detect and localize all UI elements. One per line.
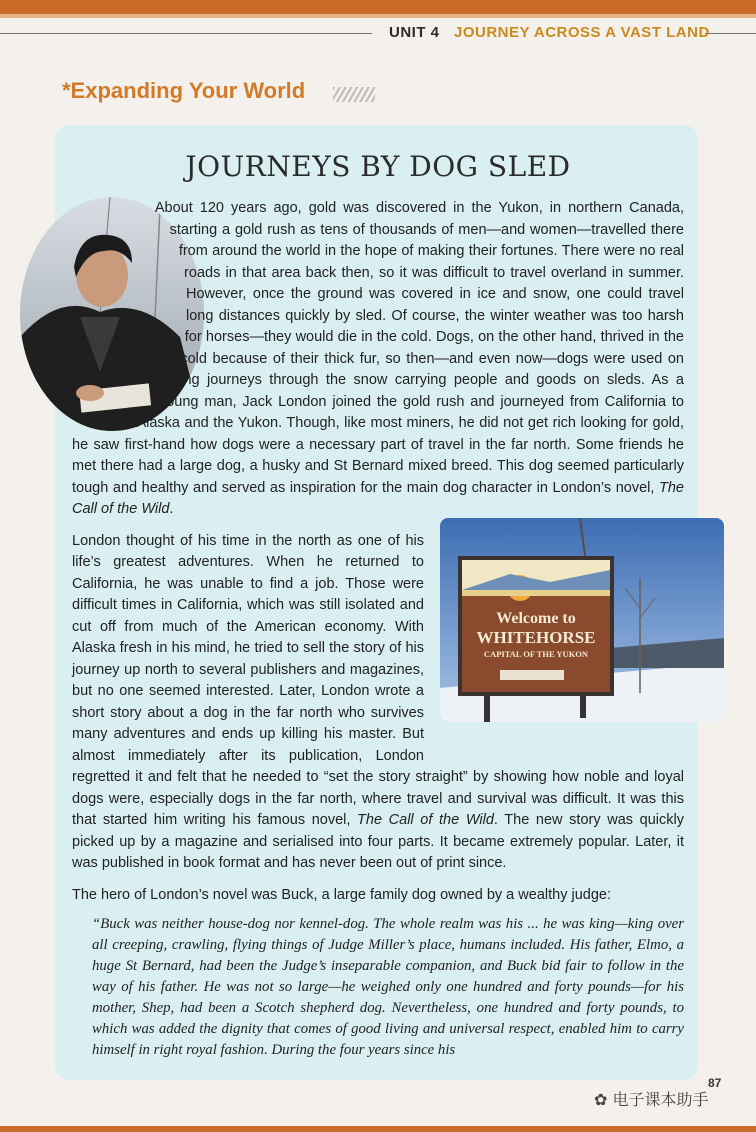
header-rule-right [705, 33, 756, 34]
novel-quote: “Buck was neither house-dog nor kennel-dog. The whole realm was his ... he was king—king over all creeping, crawling, flying things of Judge Miller’s place, humans included. His father, Elmo, a huge St Bernard, had been the Judge’s inseparable companion, and Buck bid fair to follow in the way of his father. He was not so large—he weighed only one hundred and forty pounds—for his mother, Shep, had been a Scotch shepherd dog. Nevertheless, one hundred and forty pounds, to which was added the dignity that comes of good living and universal respect, enabled him to carry himself in right royal fashion. During the four years since his [92, 916, 684, 1058]
section-title: *Expanding Your World [62, 78, 306, 103]
sign-city-text: WHITEHORSE [476, 628, 596, 647]
top-color-bar [0, 0, 756, 14]
wechat-icon: ✿ [594, 1090, 613, 1109]
header-rule-left [0, 33, 372, 34]
unit-label: UNIT 4 [389, 24, 440, 41]
paragraph-2: London thought of his time in the north as one of his life’s greatest adventures. When he returned to California, he was unable to find a job. Those were difficult times in California, which was still isolated and cut off from much of the American economy. With Alaska fresh in his mind, he tried to sell the story of his journey up north to several publishers and magazines, but no one seemed interested. Later, London wrote a short story about a dog in the far north who survives many adventures and ends up killing his master. But almost immediately after its publication, London regretted it and felt that he needed to “set the story straight” by showing how noble and loyal dogs were, especially dogs in the far north, where travel and survival was difficult. It was this that started him writing his famous novel, The Call of the Wild. The new story was quickly picked up by a magazine and serialised into four parts. It became extremely popular. Later, it was published in book format and has never been out of print since. [72, 532, 684, 871]
sign-capital-text: CAPITAL OF THE YUKON [483, 649, 589, 659]
decorative-hatch [333, 87, 375, 102]
top-color-stripe [0, 14, 756, 18]
article-body [72, 198, 684, 1069]
sign-welcome-text: Welcome to [496, 610, 576, 627]
book-title: The Call of the Wild [72, 479, 684, 517]
paragraph-3: The hero of London’s novel was Buck, a large family dog owned by a wealthy judge: [72, 886, 611, 903]
page-number: 87 [708, 1076, 722, 1090]
paragraph-1: About 120 years ago, gold was discovered in the Yukon, in northern Canada, starting a gold rush as tens of thousands of men—and women—travelled there from around the world in the hope of making their fortunes. There were no real roads in that area back then, so it was difficult to travel overland in summer. However, once the ground was covered in ice and snow, one could travel long distances quickly by sled. Of course, the winter weather was too harsh for horses—they would die in the cold. Dogs, on the other hand, thrived in the cold because of their thick fur, so then—and even now—dogs were used on long journeys through the snow carrying people and goods on sleds. As a young man, Jack London joined the gold rush and journeyed from California to Alaska and the Yukon. Though, like most miners, he did not get rich looking for gold, he saw first-hand how dogs were a necessary part of travel in the far north. Some friends he met there had a large dog, a husky and St Bernard mixed breed. This dog seemed particularly tough and healthy and served as inspiration for the main dog character in London’s novel, The Call of the Wild. [72, 200, 684, 517]
bottom-color-bar [0, 1126, 756, 1132]
unit-title: JOURNEY ACROSS A VAST LAND [454, 24, 710, 41]
book-title: The Call of the Wild [357, 812, 494, 828]
article-title: JOURNEYS BY DOG SLED [185, 150, 571, 183]
watermark: ✿ 电子课本助手 [594, 1090, 709, 1109]
